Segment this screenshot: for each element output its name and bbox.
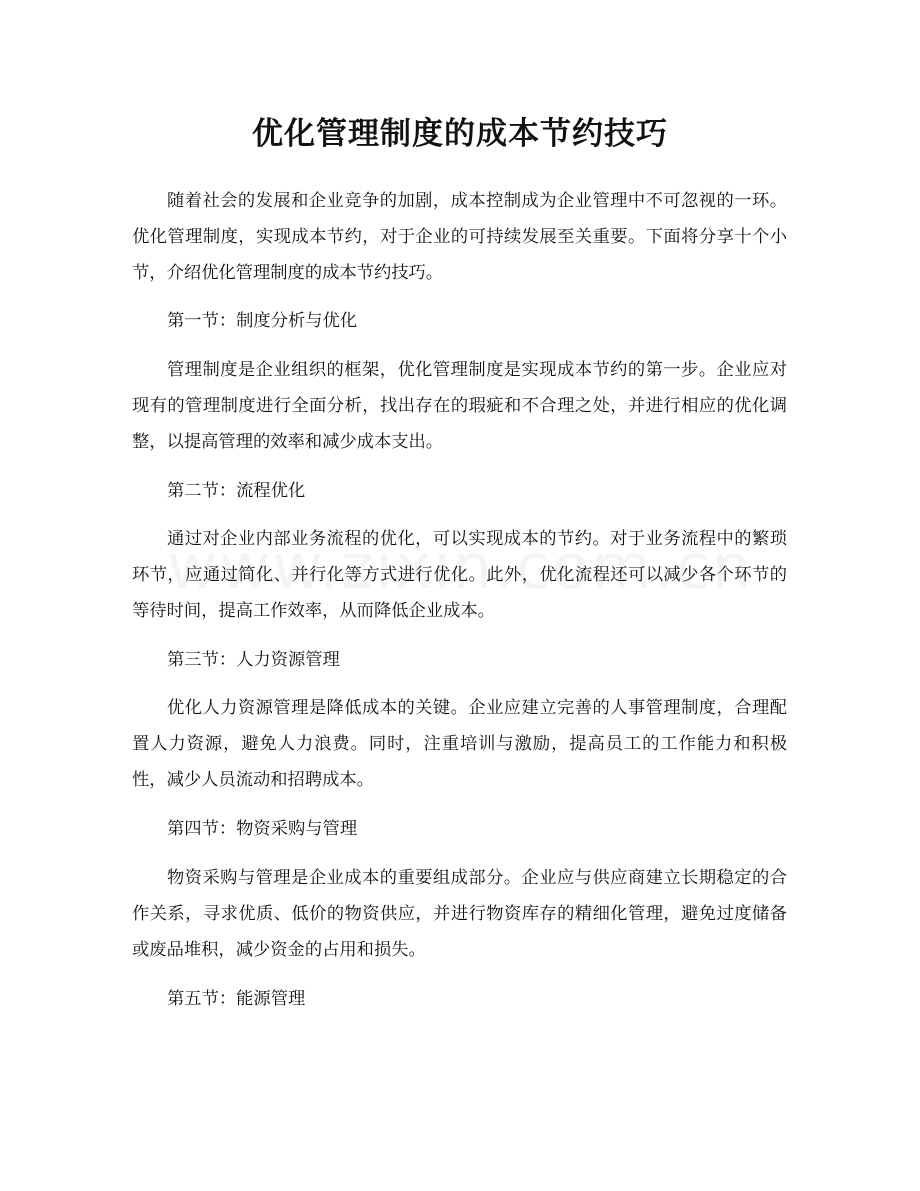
section-4-body: 物资采购与管理是企业成本的重要组成部分。企业应与供应商建立长期稳定的合作关系，寻求优质、低价的物资供应，并进行物资库存的精细化管理，避免过度储备或废品堆积，减少资金的占用和损失。 bbox=[132, 868, 787, 960]
section-5-heading: 第五节：能源管理 bbox=[167, 989, 306, 1009]
section-1-heading: 第一节：制度分析与优化 bbox=[167, 311, 358, 331]
section-1-body: 管理制度是企业组织的框架，优化管理制度是实现成本节约的第一步。企业应对现有的管理制度进行全面分析，找出存在的瑕疵和不合理之处，并进行相应的优化调整，以提高管理的效率和减少成本支出。 bbox=[132, 360, 787, 452]
intro-paragraph: 随着社会的发展和企业竞争的加剧，成本控制成为企业管理中不可忽视的一环。优化管理制度，实现成本节约，对于企业的可持续发展至关重要。下面将分享十个小节，介绍优化管理制度的成本节约技巧。 bbox=[132, 191, 787, 283]
section-4-heading: 第四节：物资采购与管理 bbox=[167, 819, 358, 839]
section-3-body: 优化人力资源管理是降低成本的关键。企业应建立完善的人事管理制度，合理配置人力资源，避免人力浪费。同时，注重培训与激励，提高员工的工作能力和积极性，减少人员流动和招聘成本。 bbox=[132, 698, 787, 790]
section-3-heading: 第三节：人力资源管理 bbox=[167, 650, 340, 670]
document-title: 优化管理制度的成本节约技巧 bbox=[252, 116, 668, 152]
section-2-heading: 第二节：流程优化 bbox=[167, 481, 306, 501]
section-2-body: 通过对企业内部业务流程的优化，可以实现成本的节约。对于业务流程中的繁琐环节，应通过简化、并行化等方式进行优化。此外，优化流程还可以减少各个环节的等待时间，提高工作效率，从而降低企业成本。 bbox=[132, 529, 787, 621]
